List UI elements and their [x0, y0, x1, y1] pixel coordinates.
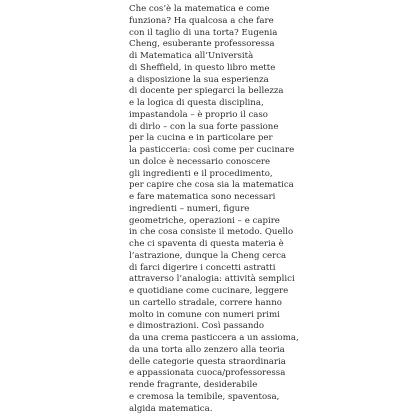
description-line: un dolce è necessario conoscere [129, 157, 369, 169]
description-line: e cremosa la temibile, spaventosa, [129, 392, 369, 404]
description-line: e dimostrazioni. Così passando [129, 321, 369, 333]
description-line: un cartello stradale, correre hanno [129, 298, 369, 310]
description-line: e la logica di questa disciplina, [129, 98, 369, 110]
description-line: di docente per spiegarci la bellezza [129, 86, 369, 98]
description-line: che ci spaventa di questa materia è [129, 239, 369, 251]
description-line: in che cosa consiste il metodo. Quello [129, 227, 369, 239]
description-line: di farci digerire i concetti astratti [129, 263, 369, 275]
book-description-text [129, 4, 369, 415]
description-line: funziona? Ha qualcosa a che fare [129, 16, 369, 28]
description-line: per la cucina e in particolare per [129, 133, 369, 145]
description-line: a disposizione la sua esperienza [129, 75, 369, 87]
description-line: e appassionata cuoca/professoressa [129, 368, 369, 380]
description-line: attraverso l’analogia: attività semplici [129, 274, 369, 286]
description-line: ingredienti – numeri, figure [129, 204, 369, 216]
description-line: gli ingredienti e il procedimento, [129, 169, 369, 181]
description-line: Che cos’è la matematica e come [129, 4, 369, 16]
description-line: da una torta allo zenzero alla teoria [129, 345, 369, 357]
description-line: e quotidiane come cucinare, leggere [129, 286, 369, 298]
description-line: da una crema pasticcera a un assioma, [129, 333, 369, 345]
description-line: molto in comune con numeri primi [129, 310, 369, 322]
description-line: impastandola – è proprio il caso [129, 110, 369, 122]
description-line: geometriche, operazioni – e capire [129, 216, 369, 228]
description-line: l’astrazione, dunque la Cheng cerca [129, 251, 369, 263]
description-line: di dirlo – con la sua forte passione [129, 122, 369, 134]
description-line: Cheng, esuberante professoressa [129, 39, 369, 51]
description-line: di Matematica all’Università [129, 51, 369, 63]
description-line: e fare matematica sono necessari [129, 192, 369, 204]
description-line: algida matematica. [129, 404, 369, 415]
description-line: con il taglio di una torta? Eugenia [129, 28, 369, 40]
description-line: per capire che cosa sia la matematica [129, 180, 369, 192]
description-line: di Sheffield, in questo libro mette [129, 63, 369, 75]
description-line: la pasticceria: così come per cucinare [129, 145, 369, 157]
description-line: rende fragrante, desiderabile [129, 380, 369, 392]
description-line: delle categorie questa straordinaria [129, 357, 369, 369]
